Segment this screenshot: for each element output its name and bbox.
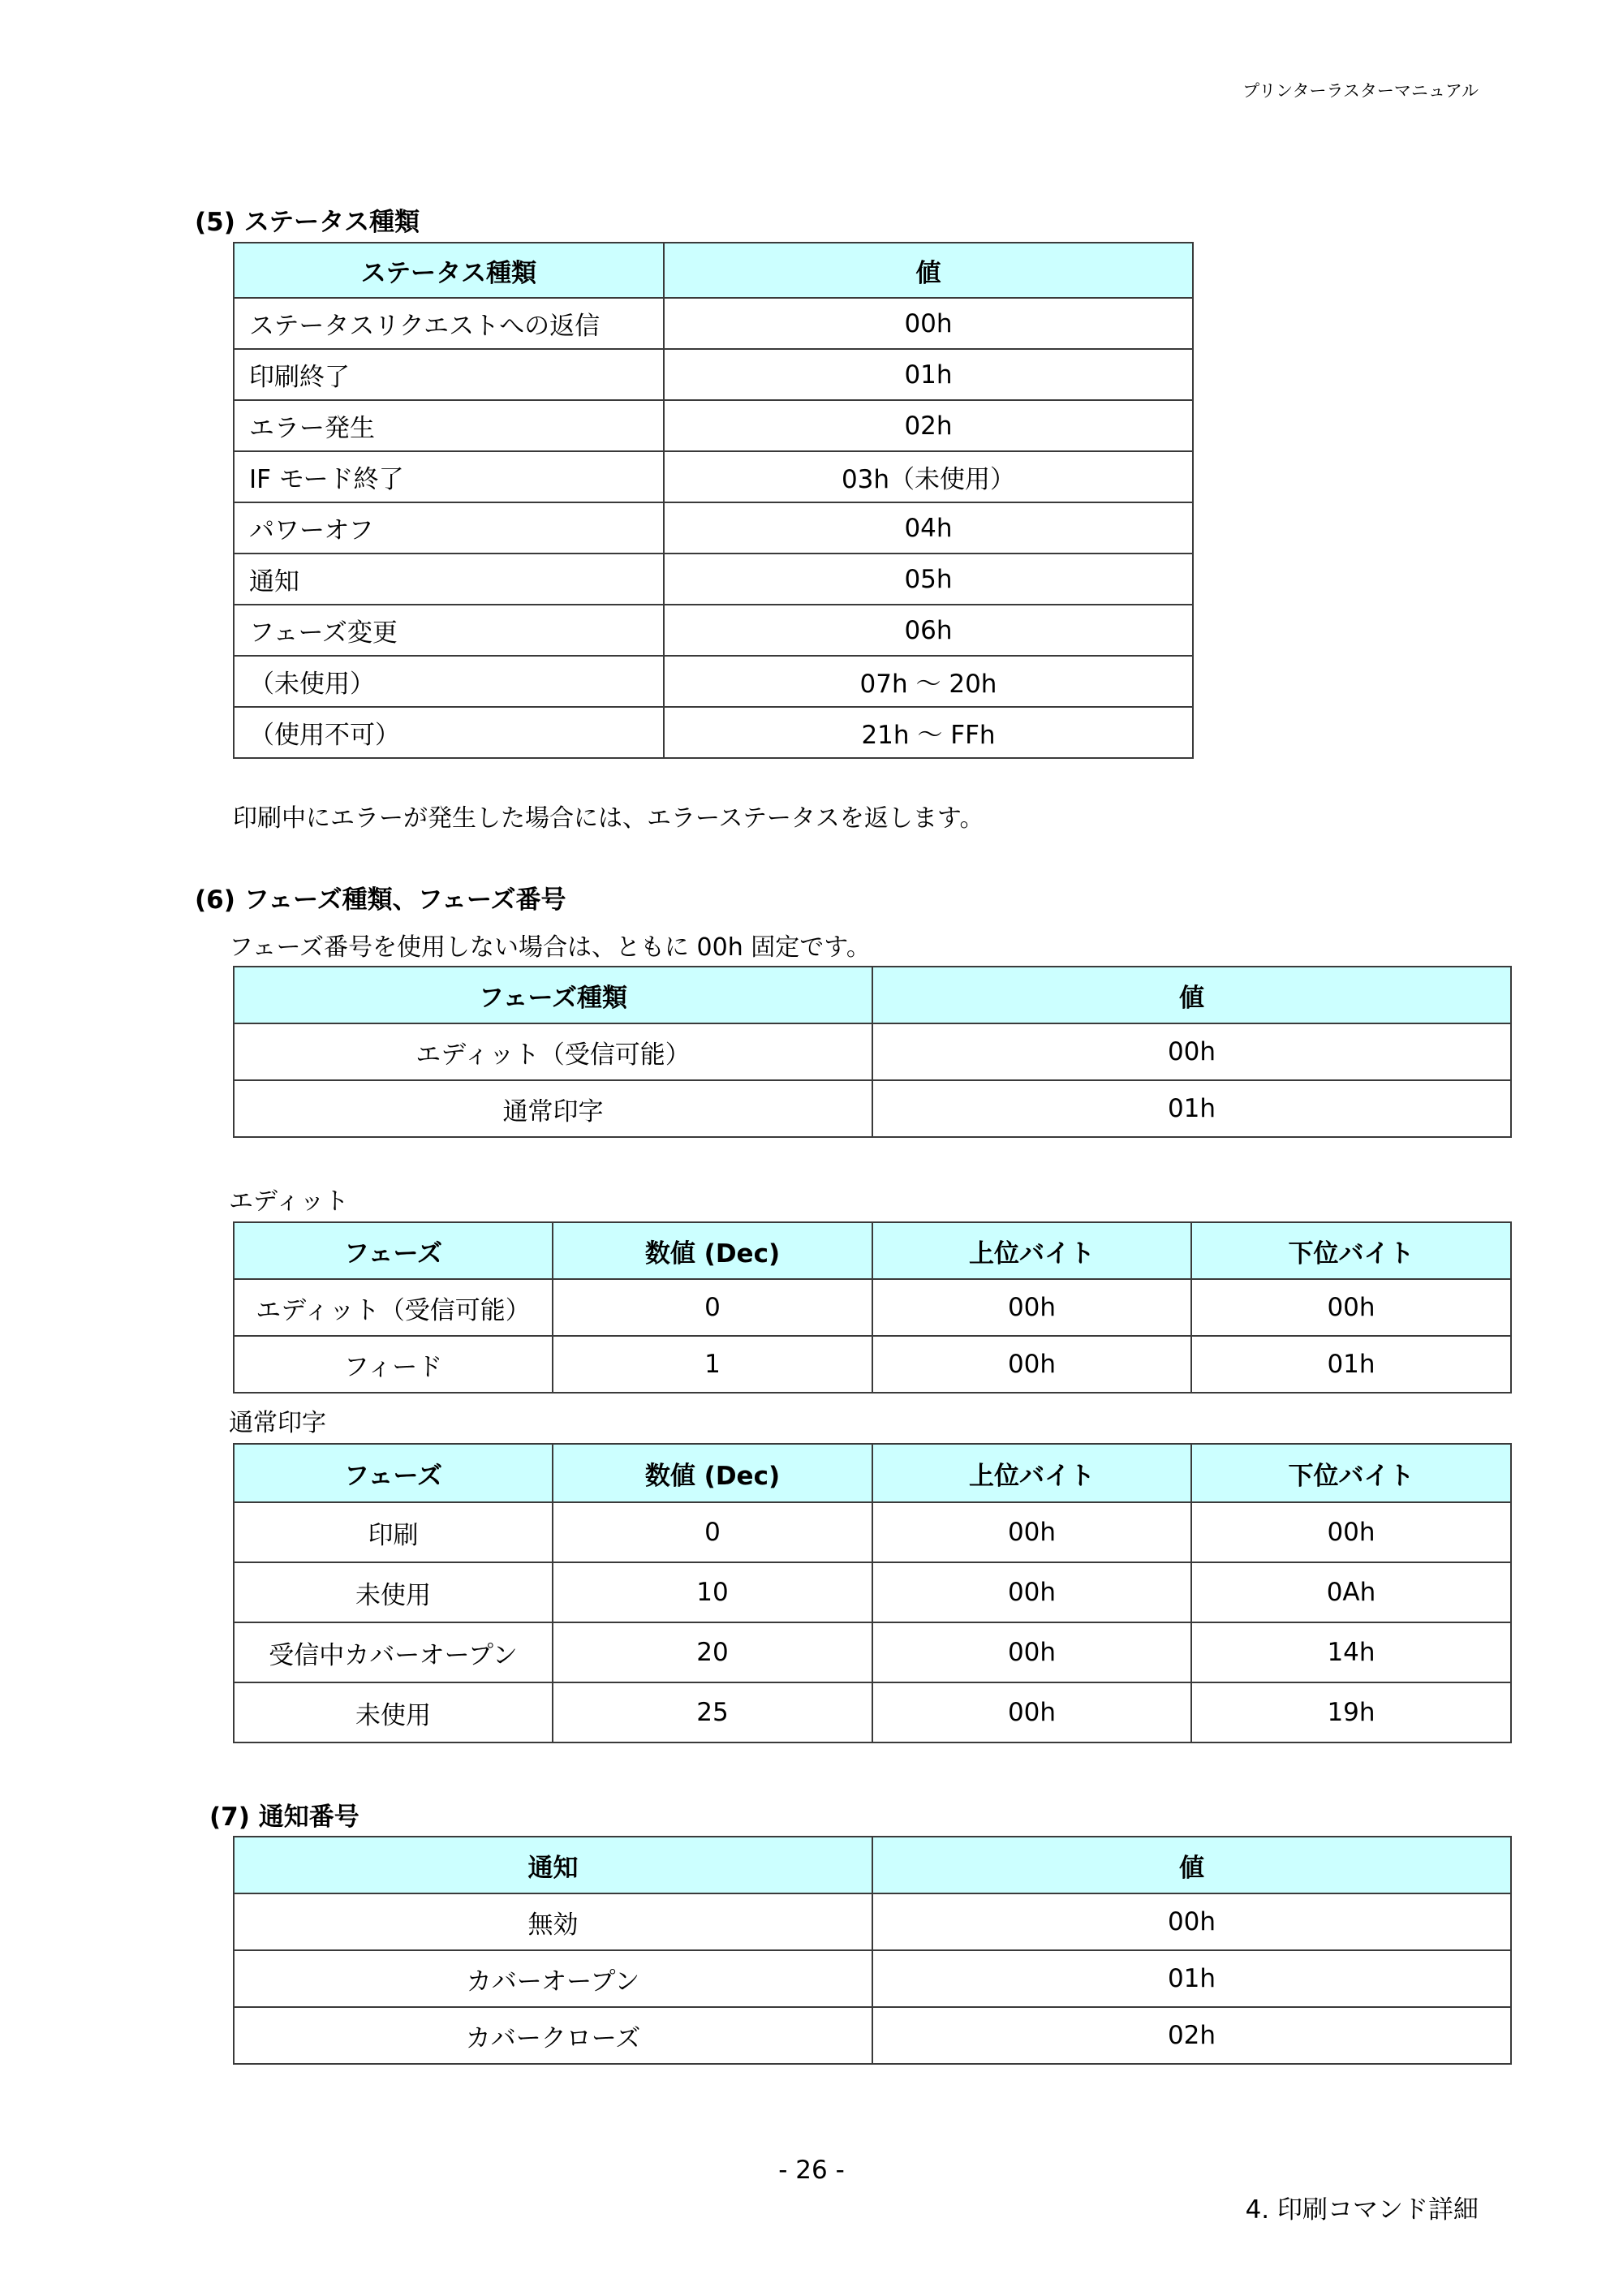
table-cell: 00h [1191, 1279, 1511, 1336]
table-row [234, 1080, 1511, 1137]
table-cell: 受信中カバーオープン [234, 1622, 553, 1682]
section-6-heading: (6) フェーズ種類、フェーズ番号 [195, 885, 566, 915]
column-header: 数値 (Dec) [553, 1444, 872, 1502]
table-cell: （使用不可） [234, 707, 664, 758]
table-cell: 00h [872, 1279, 1191, 1336]
table-row [234, 1279, 1511, 1336]
table-row [234, 1622, 1511, 1682]
column-header: 下位バイト [1191, 1222, 1511, 1279]
table-cell: 00h [1191, 1502, 1511, 1562]
table-cell: IF モード終了 [234, 451, 664, 502]
table-cell: カバーオープン [234, 1950, 872, 2007]
section-5-note: 印刷中にエラーが発生した場合には、エラーステータスを返します。 [233, 804, 984, 833]
table-cell: 21h ～ FFh [664, 707, 1193, 758]
column-header: フェーズ種類 [234, 967, 872, 1023]
column-header: ステータス種類 [234, 243, 664, 298]
table-row [234, 1950, 1511, 2007]
table-cell: 00h [872, 1682, 1191, 1742]
table-row [234, 1023, 1511, 1080]
column-header: フェーズ [234, 1444, 553, 1502]
table-cell: 05h [664, 554, 1193, 605]
table-cell: 01h [664, 349, 1193, 400]
table-cell: 00h [872, 1023, 1511, 1080]
section-6-note: フェーズ番号を使用しない場合は、ともに 00h 固定です。 [229, 933, 871, 962]
table-cell: エラー発生 [234, 400, 664, 451]
table-cell: 無効 [234, 1893, 872, 1950]
table-cell: 印刷終了 [234, 349, 664, 400]
table-cell: 0Ah [1191, 1562, 1511, 1622]
table-cell: 19h [1191, 1682, 1511, 1742]
table-row [234, 1562, 1511, 1622]
section-5-heading: (5) ステータス種類 [195, 208, 420, 237]
table-cell: 0 [553, 1279, 872, 1336]
table-cell: 未使用 [234, 1562, 553, 1622]
table-cell: 00h [872, 1893, 1511, 1950]
table-row [234, 400, 1193, 451]
table-cell: 01h [1191, 1336, 1511, 1393]
table-cell: エディット（受信可能） [234, 1023, 872, 1080]
table-row [234, 1893, 1511, 1950]
table-cell: 01h [872, 1950, 1511, 2007]
normal-print-phase-table [233, 1443, 1512, 1743]
table-cell: 03h（未使用） [664, 451, 1193, 502]
table-row [234, 1502, 1511, 1562]
table-cell: フィード [234, 1336, 553, 1393]
table-cell: フェーズ変更 [234, 605, 664, 656]
column-header: フェーズ [234, 1222, 553, 1279]
table-row [234, 2007, 1511, 2064]
table-row [234, 451, 1193, 502]
column-header: 値 [872, 1837, 1511, 1893]
table-row [234, 349, 1193, 400]
table-cell: 25 [553, 1682, 872, 1742]
column-header: 上位バイト [872, 1222, 1191, 1279]
edit-table-label: エディット [229, 1187, 349, 1216]
table-cell: 06h [664, 605, 1193, 656]
table-row [234, 554, 1193, 605]
status-type-table [233, 242, 1194, 759]
table-cell: パワーオフ [234, 502, 664, 554]
section-7-heading: (7) 通知番号 [209, 1803, 359, 1832]
table-cell: 00h [872, 1622, 1191, 1682]
table-cell: 印刷 [234, 1502, 553, 1562]
column-header: 値 [872, 967, 1511, 1023]
notification-number-table [233, 1836, 1512, 2065]
table-cell: 10 [553, 1562, 872, 1622]
table-cell: 1 [553, 1336, 872, 1393]
column-header: 数値 (Dec) [553, 1222, 872, 1279]
phase-type-table [233, 966, 1512, 1138]
table-row [234, 656, 1193, 707]
table-cell: 02h [664, 400, 1193, 451]
table-cell: 01h [872, 1080, 1511, 1137]
column-header: 通知 [234, 1837, 872, 1893]
table-cell: 通常印字 [234, 1080, 872, 1137]
table-cell: 未使用 [234, 1682, 553, 1742]
table-cell: 14h [1191, 1622, 1511, 1682]
table-cell: 00h [872, 1336, 1191, 1393]
table-cell: 00h [664, 298, 1193, 349]
edit-phase-table [233, 1221, 1512, 1394]
table-cell: （未使用） [234, 656, 664, 707]
table-row [234, 1682, 1511, 1742]
footer-section-label: 4. 印刷コマンド詳細 [1245, 2195, 1479, 2225]
table-cell: 04h [664, 502, 1193, 554]
table-cell: エディット（受信可能） [234, 1279, 553, 1336]
table-row [234, 1336, 1511, 1393]
normal-print-table-label: 通常印字 [229, 1409, 326, 1437]
table-cell: 00h [872, 1562, 1191, 1622]
table-row [234, 605, 1193, 656]
column-header: 上位バイト [872, 1444, 1191, 1502]
table-cell: カバークローズ [234, 2007, 872, 2064]
table-row [234, 298, 1193, 349]
document-title: プリンターラスターマニュアル [1242, 81, 1479, 101]
table-cell: 07h ～ 20h [664, 656, 1193, 707]
column-header: 下位バイト [1191, 1444, 1511, 1502]
table-cell: 通知 [234, 554, 664, 605]
page-number: - 26 - [778, 2156, 845, 2185]
table-cell: 00h [872, 1502, 1191, 1562]
table-cell: 0 [553, 1502, 872, 1562]
table-cell: 20 [553, 1622, 872, 1682]
column-header: 値 [664, 243, 1193, 298]
table-cell: ステータスリクエストへの返信 [234, 298, 664, 349]
table-cell: 02h [872, 2007, 1511, 2064]
table-row [234, 502, 1193, 554]
table-row [234, 707, 1193, 758]
